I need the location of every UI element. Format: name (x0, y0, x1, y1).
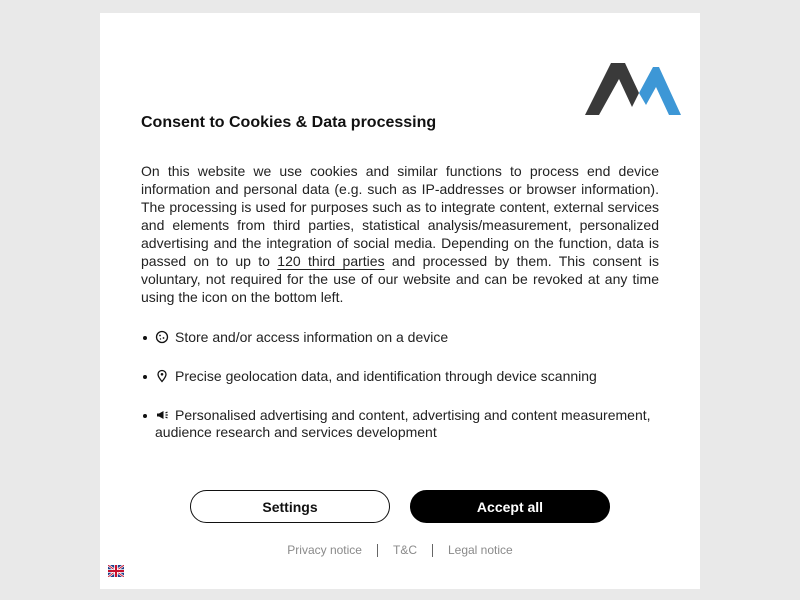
purpose-item-advertising (141, 407, 661, 441)
purpose-label: Store and/or access information on a device (175, 329, 449, 345)
purpose-item-storage (141, 329, 448, 346)
location-pin-icon (155, 369, 169, 383)
uk-flag-icon[interactable] (108, 565, 124, 577)
megaphone-icon (155, 408, 169, 422)
purpose-item-geolocation (141, 368, 597, 385)
third-parties-link[interactable]: 120 third parties (277, 253, 385, 269)
description-text-end: and processed by them. This consent is voluntary, not required for the use of our website and can be revoked at any time using the icon on the bottom left. (141, 253, 659, 305)
footer-divider (377, 544, 378, 557)
footer-divider (432, 544, 433, 557)
purpose-label: Personalised advertising and content, advertising and content measurement, audience research and services development (155, 407, 651, 440)
dialog-title: Consent to Cookies & Data processing (141, 114, 437, 131)
consent-dialog (100, 13, 700, 589)
privacy-notice-link[interactable]: Privacy notice (287, 543, 362, 557)
purpose-label: Precise geolocation data, and identification through device scanning (175, 368, 597, 384)
legal-notice-link[interactable]: Legal notice (447, 543, 513, 557)
settings-button[interactable]: Settings (190, 490, 390, 523)
consent-description (141, 162, 659, 306)
description-text-start: On this website we use cookies and similar functions to process end device information and personal data (e.g. such as IP-addresses or browser information). The processing is used for purposes such as to integrate content, external services and elements from third parties, statistical analysis/measurement, personalized advertising and the integration of social media. Depending on the function, data is passed on to up to (141, 163, 659, 269)
footer-links (100, 543, 700, 557)
accept-all-button[interactable]: Accept all (410, 490, 610, 523)
brand-logo (585, 63, 681, 115)
cookie-icon (155, 330, 169, 344)
terms-link[interactable]: T&C (392, 543, 417, 557)
